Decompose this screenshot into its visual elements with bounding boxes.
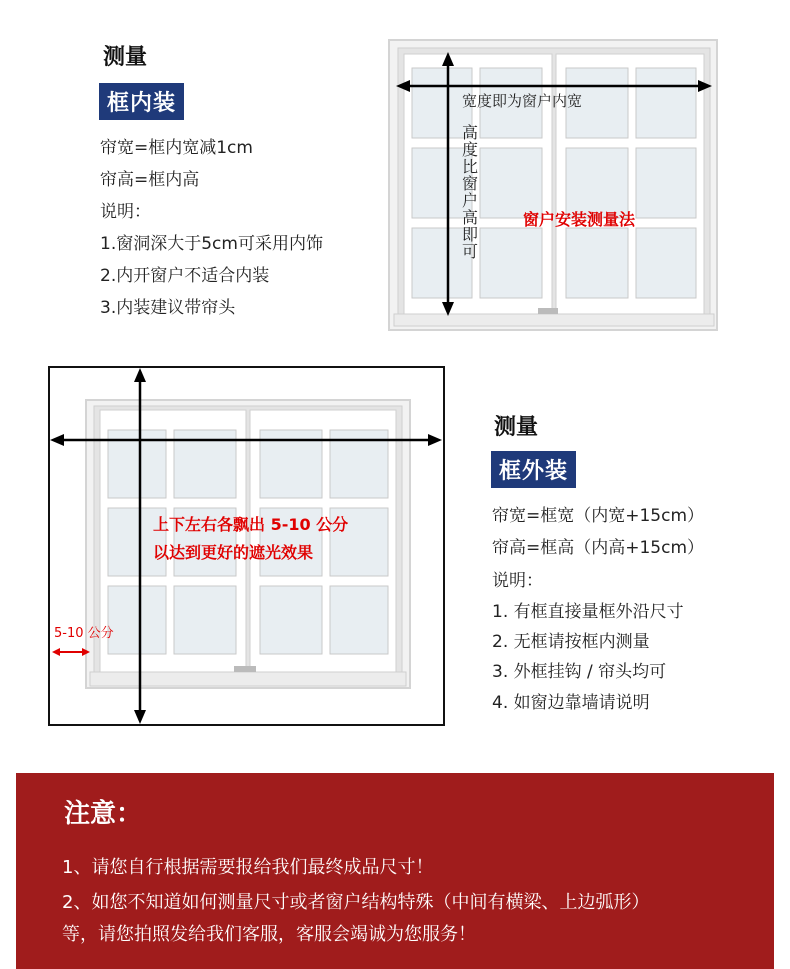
notice-title: 注意： [64, 799, 143, 829]
inner-window-illustration [388, 38, 720, 332]
outer-badge: 框外装 [491, 451, 576, 488]
inner-line-4: 1.窗洞深大于5cm可采用内饰 [100, 234, 323, 254]
method-label: 窗户安装测量法 [523, 210, 636, 229]
inner-line-2: 帘高=框内高 [100, 170, 200, 190]
inner-badge: 框内装 [99, 83, 184, 120]
outer-line-6: 3. 外框挂钩 / 帘头均可 [492, 662, 667, 682]
notice-line-1: 1、请您自行根据需要报给我们最终成品尺寸！ [62, 857, 434, 878]
inner-line-5: 2.内开窗户不适合内装 [100, 266, 270, 286]
outer-line-5: 2. 无框请按框内测量 [492, 632, 650, 652]
outer-line-7: 4. 如窗边靠墙请说明 [492, 693, 650, 713]
width-label: 宽度即为窗户内宽 [462, 92, 583, 110]
overlay-line-1: 上下左右各飘出 5-10 公分 [153, 515, 349, 534]
outer-line-1: 帘宽=框宽（内宽+15cm） [492, 506, 705, 526]
notice-panel [16, 773, 774, 969]
notice-line-2: 2、如您不知道如何测量尺寸或者窗户结构特殊（中间有横梁、上边弧形） [62, 892, 650, 913]
height-label: 高度比窗户高即可 [461, 123, 478, 261]
overlay-line-2: 以达到更好的遮光效果 [153, 543, 314, 562]
outer-title: 测量 [494, 415, 539, 440]
inner-line-6: 3.内装建议带帘头 [100, 298, 236, 318]
notice-line-3: 等，请您拍照发给我们客服，客服会竭诚为您服务！ [62, 924, 476, 945]
inner-title: 测量 [103, 45, 148, 70]
outer-line-3: 说明： [492, 571, 543, 591]
inner-line-3: 说明： [100, 202, 151, 222]
inner-line-1: 帘宽=框内宽减1cm [100, 138, 253, 158]
side-gap-label: 5-10 公分 [54, 626, 114, 641]
outer-line-4: 1. 有框直接量框外沿尺寸 [492, 602, 684, 622]
outer-line-2: 帘高=框高（内高+15cm） [492, 538, 705, 558]
